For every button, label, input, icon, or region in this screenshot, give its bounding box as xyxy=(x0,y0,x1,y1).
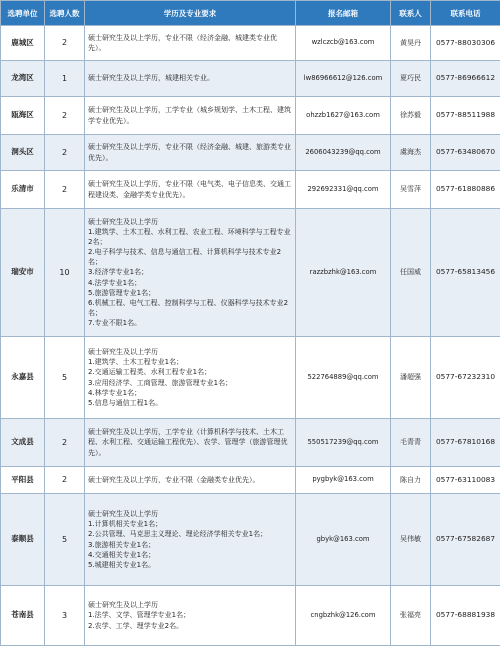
count-cell: 10 xyxy=(45,209,85,337)
email-cell: 522764889@qq.com xyxy=(296,337,391,419)
requirements-cell: 硕士研究生及以上学历 1.法学、文学、管理学专业1名； 2.农学、工学、理学专业2名。 xyxy=(85,586,296,646)
phone-cell: 0577-63110083 xyxy=(431,467,500,494)
count-cell: 3 xyxy=(45,586,85,646)
count-cell: 2 xyxy=(45,419,85,467)
count-cell: 2 xyxy=(45,135,85,171)
phone-cell: 0577-86966612 xyxy=(431,61,500,97)
email-cell: wzlczcb@163.com xyxy=(296,26,391,61)
phone-cell: 0577-67232310 xyxy=(431,337,500,419)
count-cell: 2 xyxy=(45,26,85,61)
count-cell: 5 xyxy=(45,494,85,586)
unit-cell: 苍南县 xyxy=(1,586,45,646)
contact-cell: 吴伟敏 xyxy=(391,494,431,586)
email-cell: gbyk@163.com xyxy=(296,494,391,586)
unit-cell: 龙湾区 xyxy=(1,61,45,97)
header-contact: 联系人 xyxy=(391,1,431,26)
phone-cell: 0577-61880886 xyxy=(431,171,500,209)
requirements-cell: 硕士研究生及以上学历 1.计算机相关专业1名； 2.公共管理、马克思主义理论、理论经济学相关专业1名； 3.旅游相关专业1名； 4.交通相关专业1名； 5.城建相关专业1名。 xyxy=(85,494,296,586)
requirements-cell: 硕士研究生及以上学历 1.建筑学、土木工程专业1名； 2.交通运输工程类、水利工程专业1名； 3.应用经济学、工商管理、旅游管理专业1名； 4.林学专业1名； 5.信息与通信工程1名。 xyxy=(85,337,296,419)
contact-cell: 任国威 xyxy=(391,209,431,337)
unit-cell: 鹿城区 xyxy=(1,26,45,61)
email-cell: cngbzhk@126.com xyxy=(296,586,391,646)
phone-cell: 0577-88511988 xyxy=(431,97,500,135)
header-email: 报名邮箱 xyxy=(296,1,391,26)
requirements-cell: 硕士研究生及以上学历，工学专业（城乡规划学、土木工程、建筑学专业优先）。 xyxy=(85,97,296,135)
requirements-cell: 硕士研究生及以上学历，专业不限（经济金融、城建类专业优先）。 xyxy=(85,26,296,61)
contact-cell: 黄昊丹 xyxy=(391,26,431,61)
phone-cell: 0577-68881938 xyxy=(431,586,500,646)
requirements-cell: 硕士研究生及以上学历，专业不限（电气类、电子信息类、交通工程建设类、金融学类专业优先）。 xyxy=(85,171,296,209)
unit-cell: 泰顺县 xyxy=(1,494,45,586)
header-count: 选聘人数 xyxy=(45,1,85,26)
table-row xyxy=(1,586,500,646)
requirements-cell: 硕士研究生及以上学历，工学专业（计算机科学与技术、土木工程、水利工程、交通运输工程优先）、农学、管理学（旅游管理优先）。 xyxy=(85,419,296,467)
phone-cell: 0577-63480670 xyxy=(431,135,500,171)
table-row xyxy=(1,209,500,337)
table-row xyxy=(1,494,500,586)
requirements-cell: 硕士研究生及以上学历，专业不限（金融类专业优先）。 xyxy=(85,467,296,494)
email-cell: 2606043239@qq.com xyxy=(296,135,391,171)
table-row xyxy=(1,26,500,61)
contact-cell: 徐苏毅 xyxy=(391,97,431,135)
unit-cell: 永嘉县 xyxy=(1,337,45,419)
count-cell: 2 xyxy=(45,467,85,494)
requirements-cell: 硕士研究生及以上学历，城建相关专业。 xyxy=(85,61,296,97)
email-cell: ohzzb1627@163.com xyxy=(296,97,391,135)
header-requirements: 学历及专业要求 xyxy=(85,1,296,26)
contact-cell: 陈自力 xyxy=(391,467,431,494)
count-cell: 1 xyxy=(45,61,85,97)
table-row xyxy=(1,419,500,467)
requirements-cell: 硕士研究生及以上学历，专业不限（经济金融、城建、旅游类专业优先）。 xyxy=(85,135,296,171)
email-cell: 292692331@qq.com xyxy=(296,171,391,209)
header-row xyxy=(1,1,500,26)
contact-cell: 夏巧民 xyxy=(391,61,431,97)
table-row xyxy=(1,467,500,494)
header-phone: 联系电话 xyxy=(431,1,500,26)
count-cell: 2 xyxy=(45,97,85,135)
table-row xyxy=(1,97,500,135)
contact-cell: 虞海杰 xyxy=(391,135,431,171)
count-cell: 5 xyxy=(45,337,85,419)
table-row xyxy=(1,135,500,171)
table-row xyxy=(1,337,500,419)
phone-cell: 0577-65813456 xyxy=(431,209,500,337)
header-unit: 选聘单位 xyxy=(1,1,45,26)
contact-cell: 吴雪萍 xyxy=(391,171,431,209)
unit-cell: 平阳县 xyxy=(1,467,45,494)
phone-cell: 0577-67582687 xyxy=(431,494,500,586)
contact-cell: 张福亮 xyxy=(391,586,431,646)
email-cell: lw86966612@126.com xyxy=(296,61,391,97)
email-cell: 550517239@qq.com xyxy=(296,419,391,467)
table-row xyxy=(1,61,500,97)
contact-cell: 潘超强 xyxy=(391,337,431,419)
email-cell: pygbyk@163.com xyxy=(296,467,391,494)
count-cell: 2 xyxy=(45,171,85,209)
requirements-cell: 硕士研究生及以上学历 1.建筑学、土木工程、水利工程、农业工程、环境科学与工程专业2名； 2.电子科学与技术、信息与通信工程、计算机科学与技术专业2名； 3.经济学专业1名； 4.法学专业1名； 5.旅游管理专业1名； 6.机械工程、电气工程、控制科学与工程、仪器科学与技术专业2名； 7.专业不限1名。 xyxy=(85,209,296,337)
unit-cell: 文成县 xyxy=(1,419,45,467)
phone-cell: 0577-67810168 xyxy=(431,419,500,467)
unit-cell: 洞头区 xyxy=(1,135,45,171)
phone-cell: 0577-88030306 xyxy=(431,26,500,61)
unit-cell: 乐清市 xyxy=(1,171,45,209)
contact-cell: 毛青青 xyxy=(391,419,431,467)
unit-cell: 瑞安市 xyxy=(1,209,45,337)
table-row xyxy=(1,171,500,209)
unit-cell: 瓯海区 xyxy=(1,97,45,135)
email-cell: razzbzhk@163.com xyxy=(296,209,391,337)
